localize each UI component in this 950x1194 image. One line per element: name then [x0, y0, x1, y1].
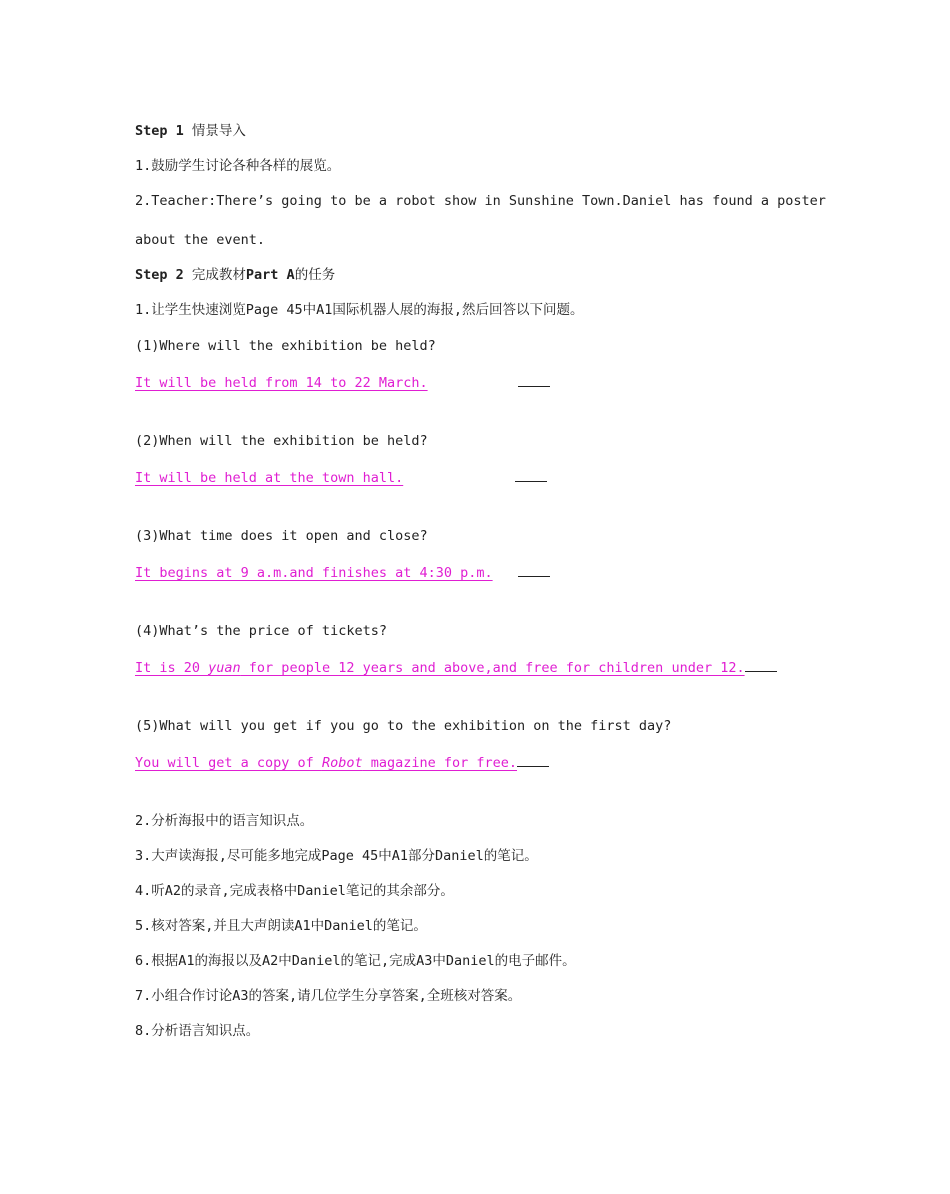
- step1-heading-line: [135, 122, 246, 140]
- question-3: (3)What time does it open and close?: [135, 528, 428, 544]
- task-6: 6.根据A1的海报以及A2中Daniel的笔记,完成A3中Daniel的电子邮件。: [135, 953, 576, 969]
- step2-label: Step 2: [135, 267, 184, 283]
- answer-blank: [518, 372, 550, 387]
- answer-5-post: magazine for free.: [362, 755, 518, 771]
- answer-2-line: [135, 467, 547, 487]
- question-4: (4)What’s the price of tickets?: [135, 623, 387, 639]
- answer-5-pre: You will get a copy of: [135, 755, 322, 771]
- question-1: (1)Where will the exhibition be held?: [135, 338, 436, 354]
- step1-title: 情景导入: [191, 123, 246, 139]
- answer-blank: [517, 752, 549, 767]
- answer-2: It will be held at the town hall.: [135, 470, 404, 486]
- answer-1-line: [135, 372, 550, 392]
- step2-intro: 1.让学生快速浏览Page 45中A1国际机器人展的海报,然后回答以下问题。: [135, 302, 584, 318]
- task-8: 8.分析语言知识点。: [135, 1023, 260, 1039]
- task-3: 3.大声读海报,尽可能多地完成Page 45中A1部分Daniel的笔记。: [135, 848, 538, 864]
- answer-blank: [515, 467, 547, 482]
- step1-item-2: 2.Teacher:There’s going to be a robot show in Sunshine Town.Daniel has found a poster: [135, 193, 826, 209]
- answer-5: [135, 755, 517, 771]
- answer-5-italic: Robot: [321, 755, 363, 771]
- question-2: (2)When will the exhibition be held?: [135, 433, 428, 449]
- answer-blank: [745, 657, 777, 672]
- answer-4: [135, 660, 745, 676]
- step1-item-1: 1.鼓励学生讨论各种各样的展览。: [135, 158, 341, 174]
- answer-blank: [518, 562, 550, 577]
- answer-4-pre: It is 20: [135, 660, 209, 676]
- step2-title-pre: 完成教材: [191, 267, 246, 283]
- step2-title-bold: Part A: [245, 267, 295, 283]
- answer-4-italic: yuan: [208, 660, 241, 676]
- task-5: 5.核对答案,并且大声朗读A1中Daniel的笔记。: [135, 918, 427, 934]
- task-4: 4.听A2的录音,完成表格中Daniel笔记的其余部分。: [135, 883, 454, 899]
- step2-title-post: 的任务: [294, 267, 336, 283]
- answer-4-line: [135, 657, 777, 677]
- question-5: (5)What will you get if you go to the exhibition on the first day?: [135, 718, 672, 734]
- answer-5-line: [135, 752, 549, 772]
- step1-item-2-cont: about the event.: [135, 232, 266, 248]
- answer-3: It begins at 9 a.m.and finishes at 4:30 p.m.: [135, 565, 493, 581]
- answer-blank-pre: [428, 373, 518, 387]
- task-2: 2.分析海报中的语言知识点。: [135, 813, 314, 829]
- answer-3-line: [135, 562, 550, 582]
- step1-label: Step 1: [135, 123, 184, 139]
- task-7: 7.小组合作讨论A3的答案,请几位学生分享答案,全班核对答案。: [135, 988, 522, 1004]
- answer-1: It will be held from 14 to 22 March.: [135, 375, 428, 391]
- step2-heading-line: [135, 266, 335, 284]
- answer-4-post: for people 12 years and above,and free for children under 12.: [240, 660, 745, 676]
